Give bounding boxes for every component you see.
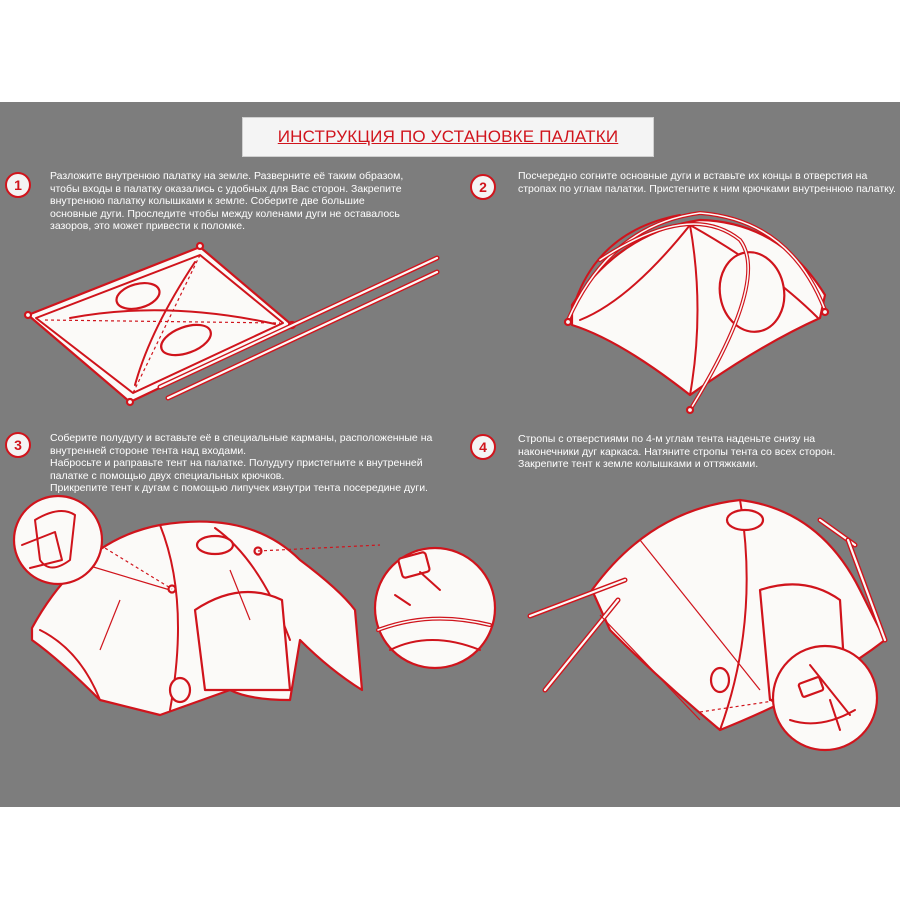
step-4-text: Стропы с отверстиями по 4-м углам тента наденьте снизу на наконечники дуг каркаса. Натяните стропы тента со всех сторон. Закрепите тент к земле колышками и оттяжками. — [518, 433, 836, 470]
step-2-text: Посчередно согните основные дуги и вставьте их концы в отверстия на стропах по углам палатки. Пристегните к ним крючками внутреннюю палатку. — [518, 170, 896, 195]
step-1-number: 1 — [5, 172, 31, 198]
page-title: ИНСТРУКЦИЯ ПО УСТАНОВКЕ ПАЛАТКИ — [277, 127, 619, 146]
step-4-number: 4 — [470, 434, 496, 460]
step-1-illustration — [25, 243, 437, 405]
step-3-text: Соберите полудугу и вставьте её в специальные карманы, расположенные на внутренней стороне тента над входами. Набросьте и раправьте тент на палатке. Полудугу пристегните к внутренней палатке с помощью двух специальных крючков. Прикрепите тент к дугам с помощью липучек изнутри тента посередине дуги. — [50, 432, 433, 494]
step-1-text: Разложите внутренюю палатку на земле. Разверните её таким образом, чтобы входы в палатку оказались с удобных для Вас сторон. Закрепите внутренюю палатку колышками к земле. Соберите две большие основные дуги. Проследите чтобы между коленами дуги не оставалось зазоров, это может привести к поломке. — [50, 170, 404, 232]
step-3-illustration — [14, 496, 495, 715]
step-3-number: 3 — [5, 432, 31, 458]
step-2-number: 2 — [470, 174, 496, 200]
step-4-illustration — [530, 500, 885, 750]
step-2-illustration — [565, 213, 828, 413]
